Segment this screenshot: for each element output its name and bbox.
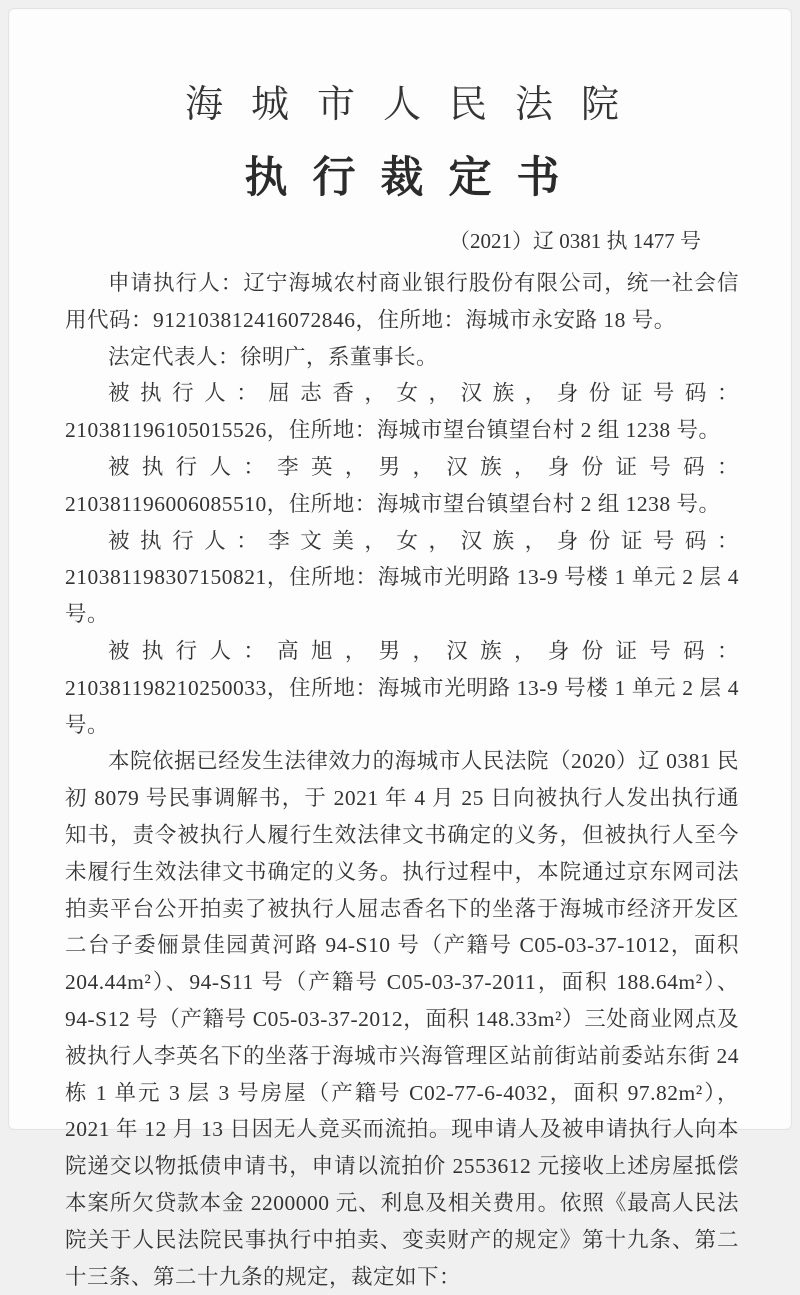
paragraph-respondent-1: 被执行人：屈志香，女，汉族，身份证号码：210381196105015526，住所地：海城市望台镇望台村 2 组 1238 号。 [65, 381, 739, 443]
document-content [9, 9, 791, 1295]
paragraph-main-ruling-basis: 本院依据已经发生法律效力的海城市人民法院（2020）辽 0381 民初 8079 号民事调解书，于 2021 年 4 月 25 日向被执行人发出执行通知书，责令被执行人履行生效法律文书确定的义务，但被执行人至今未履行生效法律文书确定的义务。执行过程中，本院通过京东网司法拍卖平台公开拍卖了被执行人屈志香名下的坐落于海城市经济开发区二台子委俪景佳园黄河路 94-S10 号（产籍号 C05-03-37-1012，面积 204.44m²）、94-S11 号（产籍号 C05-03-37-2011，面积 188.64m²）、94-S12 号（产籍号 C05-03-37-2012，面积 148.33m²）三处商业网点及被执行人李英名下的坐落于海城市兴海管理区站前街站前委站东街 24 栋 1 单元 3 层 3 号房屋（产籍号 C02-77-6-4032，面积 97.82m²），2021 年 12 月 13 日因无人竞买而流拍。现申请人及被申请执行人向本院递交以物抵债申请书，申请以流拍价 2553612 元接收上述房屋抵偿本案所欠贷款本金 2200000 元、利息及相关费用。依照《最高人民法院关于人民法院民事执行中拍卖、变卖财产的规定》第十九条、第二十三条、第二十九条的规定，裁定如下： [65, 749, 739, 1289]
document-title: 执行裁定书 [244, 155, 585, 202]
case-number: （2021）辽 0381 执 1477 号 [449, 229, 701, 253]
paragraph-respondent-4: 被执行人：高旭，男，汉族，身份证号码：210381198210250033，住所地：海城市光明路 13-9 号楼 1 单元 2 层 4 号。 [65, 638, 739, 737]
paragraph-respondent-2: 被执行人：李英，男，汉族，身份证号码：210381196006085510，住所地：海城市望台镇望台村 2 组 1238 号。 [65, 454, 739, 516]
paragraph-respondent-3: 被执行人：李文美，女，汉族，身份证号码：210381198307150821，住所地：海城市光明路 13-9 号楼 1 单元 2 层 4 号。 [65, 528, 739, 627]
paragraph-legal-representative: 法定代表人：徐明广，系董事长。 [108, 344, 439, 369]
document-body [65, 265, 739, 1295]
court-name: 海城市人民法院 [184, 84, 647, 126]
document-page [8, 8, 792, 1289]
paragraph-applicant: 申请执行人：辽宁海城农村商业银行股份有限公司，统一社会信用代码：912103812416072846，住所地：海城市永安路 18 号。 [65, 271, 739, 332]
